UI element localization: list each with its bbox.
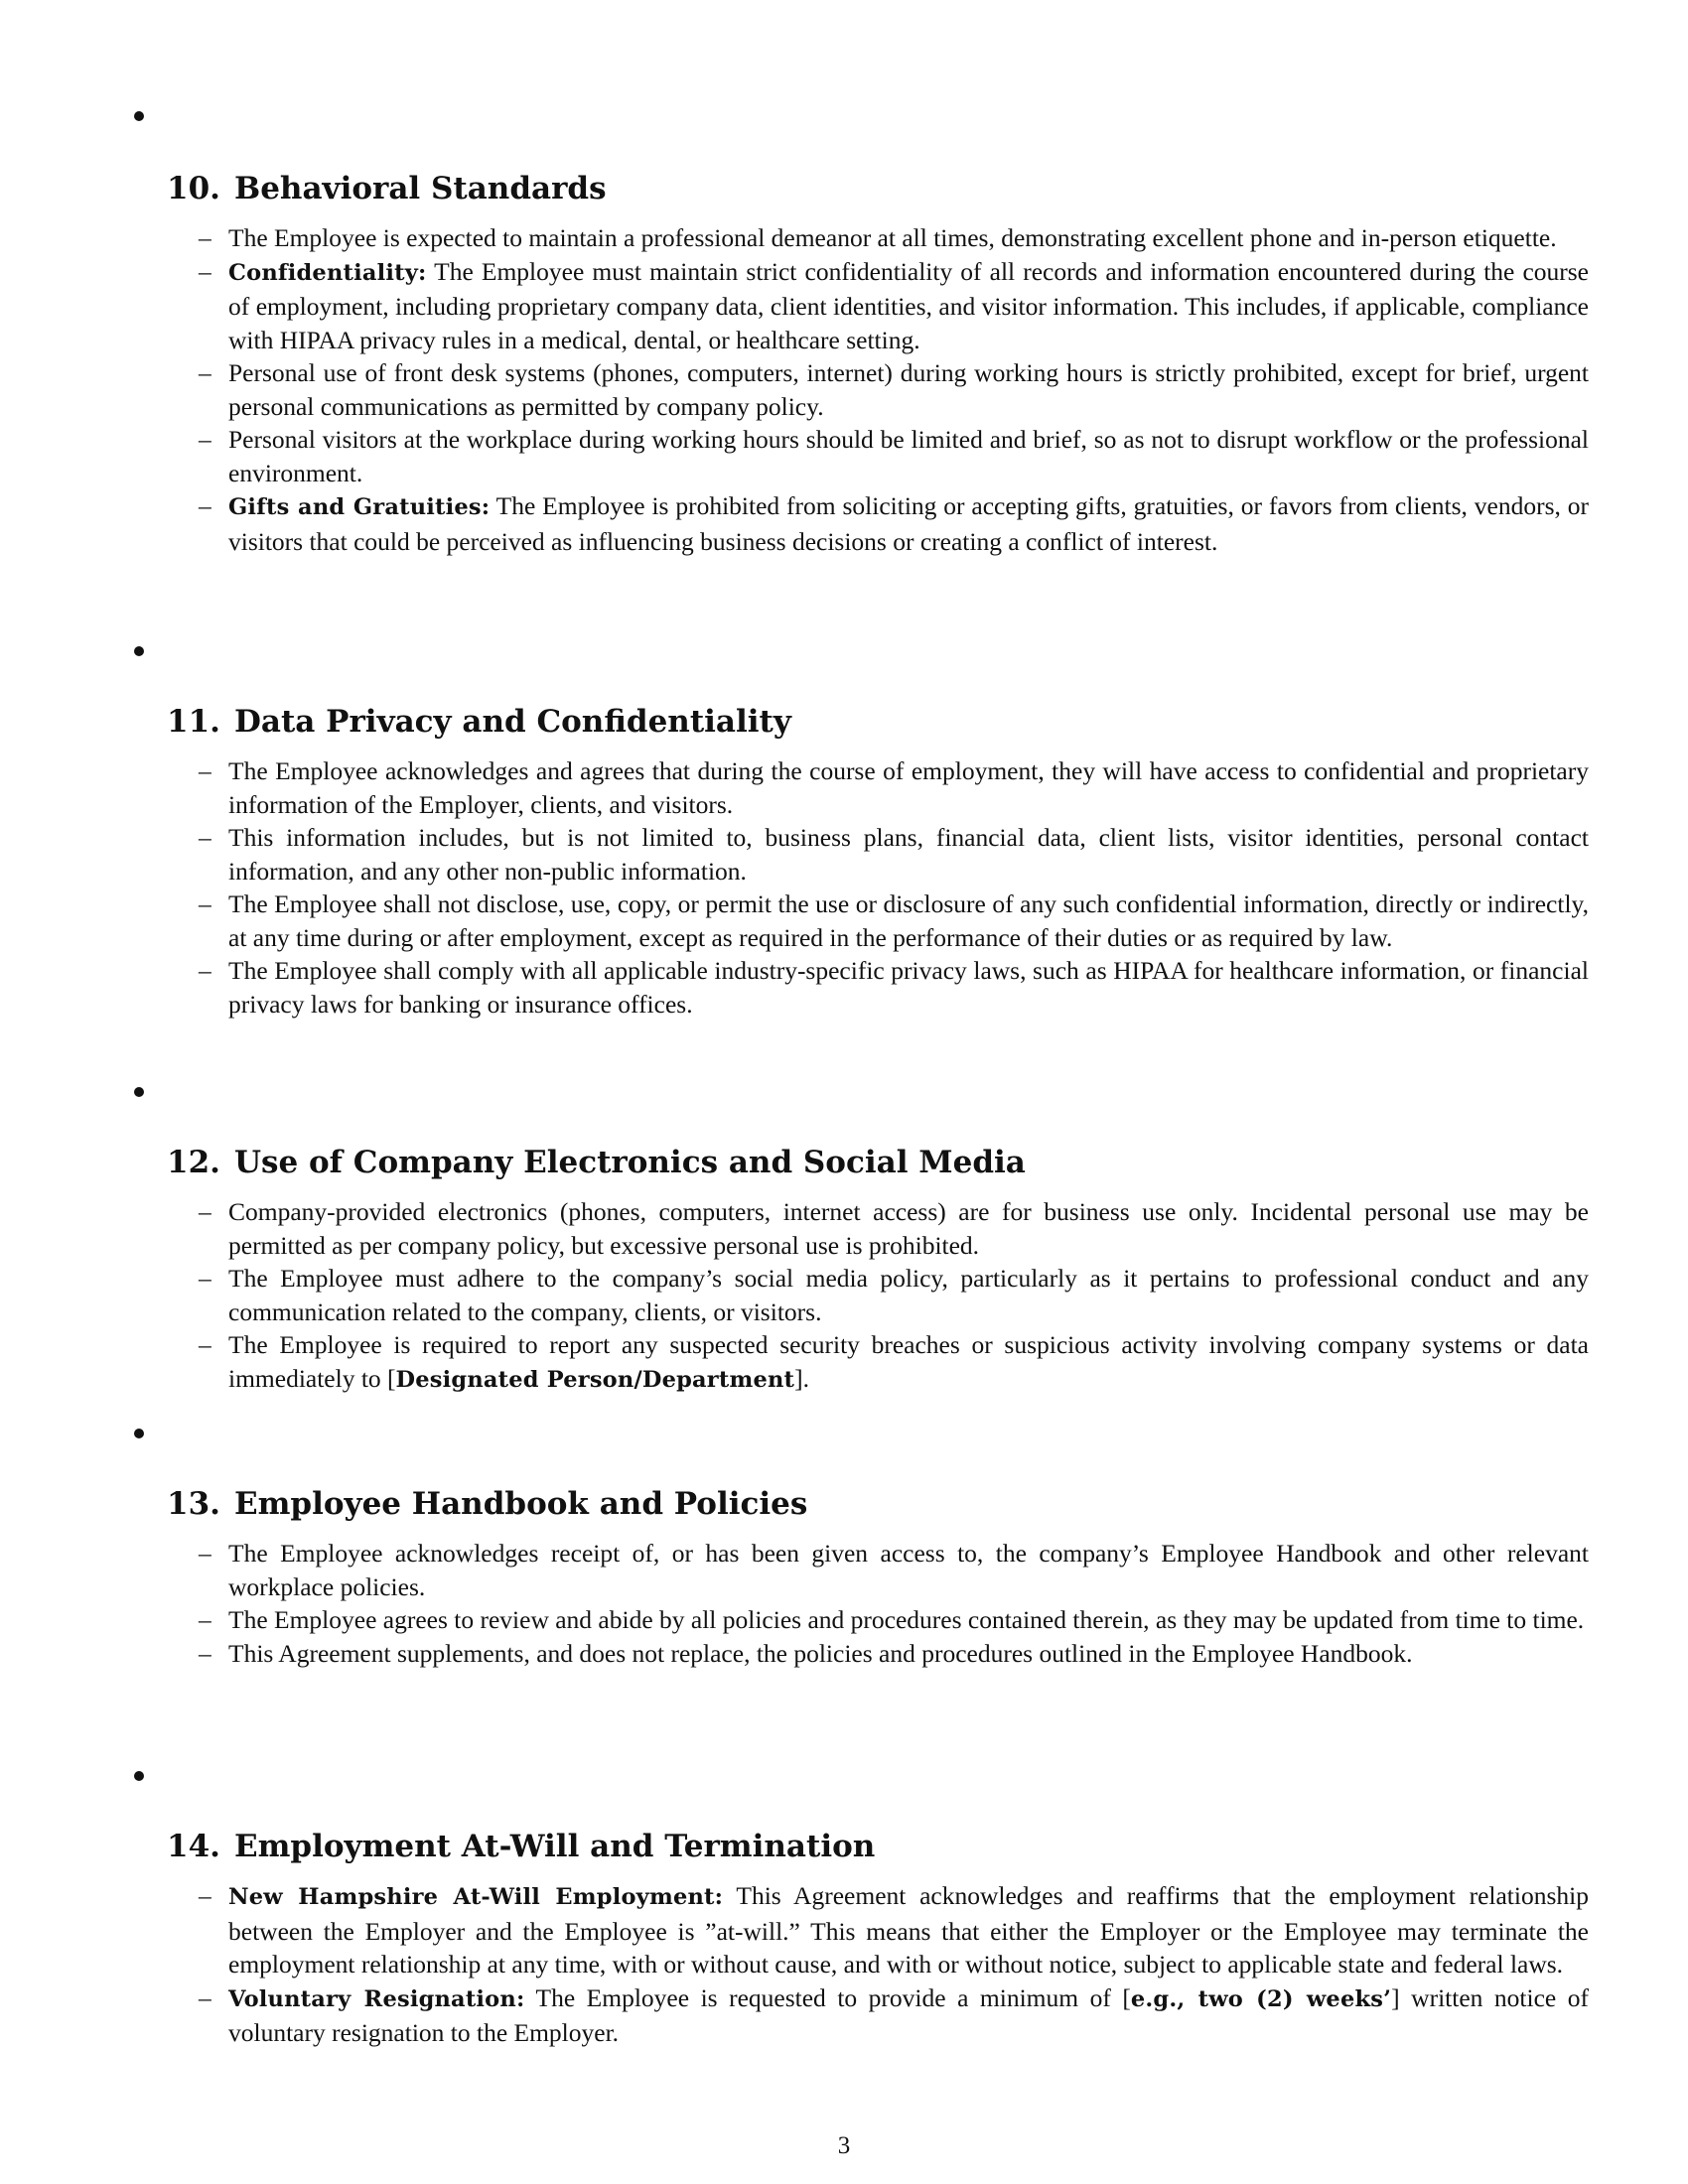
item-text: Personal use of front desk systems (phones, computers, internet) during working hours is strictly prohibited, except for brief, urgent personal communications as permitted by company policy. [228,358,1589,421]
bullet-marker [134,646,144,656]
list-item [199,1637,1589,1671]
dash-marker: – [199,1881,211,1910]
item-text: This information includes, but is not limited to, business plans, financial data, client lists, visitor identities, personal contact information, and any other non-public information. [228,823,1589,886]
list-item [199,489,1589,558]
dash-marker: – [199,425,211,454]
item-text: This Agreement acknowledges and reaffirms that the employment relationship between the Employer and the Employee is ”at-will.” This means that either the Employer or the Employee may terminate the employment relationship at any time, with or without cause, and with or without notice, subject to applicable state and federal laws. [228,1881,1589,1979]
item-bold-label: Voluntary Resignation: [228,1985,525,2012]
dash-marker: – [199,358,211,387]
item-text-after: ] written notice of voluntary resignation to the Employer. [228,1982,1589,2047]
list-item [199,221,1589,255]
item-bold-label: New Hampshire At-Will Employment: [228,1884,724,1910]
section-list [199,1195,1589,1397]
dash-marker: – [199,491,211,520]
item-text: The Employee acknowledges and agrees that during the course of employment, they will have access to confidential and proprietary information of the Employer, clients, and visitors. [228,756,1589,819]
bullet-marker [134,1087,144,1097]
section-title: Use of Company Electronics and Social Media [234,1145,1026,1180]
placeholder-notice-period: e.g., two (2) weeks’ [1130,1985,1392,2012]
list-item [199,821,1589,887]
dash-marker: – [199,1330,211,1359]
item-text: The Employee shall comply with all applicable industry-specific privacy laws, such as HIPAA for healthcare information, or financial privacy laws for banking or insurance offices. [228,956,1589,1019]
list-item [199,954,1589,1021]
list-item [199,423,1589,489]
section-title: Data Privacy and Confidentiality [234,704,791,740]
list-item [199,1195,1589,1262]
list-item [199,1328,1589,1397]
list-item [199,1879,1589,1981]
dash-marker: – [199,1638,211,1668]
dash-marker: – [199,256,211,286]
section-number: 14. [167,1829,220,1864]
list-item [199,1981,1589,2050]
item-text: This Agreement supplements, and does not replace, the policies and procedures outlined in the Employee Handbook. [228,1638,1413,1668]
dash-marker: – [199,956,211,985]
section-heading [167,1143,1026,1182]
section-list [199,1879,1589,2050]
page-number: 3 [837,2132,851,2159]
item-text-after: ]. [794,1363,810,1393]
section-number: 10. [167,171,220,206]
dash-marker: – [199,1982,211,2012]
bullet-marker [134,1771,144,1781]
section-title: Employment At-Will and Termination [234,1829,876,1864]
section-number: 11. [167,704,220,740]
section-heading [167,702,791,742]
list-item [199,1537,1589,1603]
placeholder-designated-person: Designated Person/Department [395,1366,795,1393]
bullet-marker [134,1429,144,1438]
list-item [199,255,1589,357]
bullet-marker [134,111,144,121]
item-text: Company-provided electronics (phones, computers, internet access) are for business use only. Incidental personal use may be permitted as per company policy, but excessive personal use is prohibited. [228,1197,1589,1260]
list-item [199,356,1589,423]
dash-marker: – [199,1264,211,1293]
section-title: Behavioral Standards [234,171,607,206]
dash-marker: – [199,756,211,785]
section-heading [167,1484,807,1524]
item-text: The Employee shall not disclose, use, copy, or permit the use or disclosure of any such confidential information, directly or indirectly, at any time during or after employment, except as required in the performance of their duties or as required by law. [228,889,1589,952]
item-text: The Employee is requested to provide a minimum of [ [524,1982,1131,2012]
section-list [199,754,1589,1021]
item-text: The Employee is prohibited from soliciting or accepting gifts, gratuities, or favors from clients, vendors, or visitors that could be perceived as influencing business decisions or creating a conflict of interest. [228,491,1589,556]
section-list [199,221,1589,558]
section-number: 12. [167,1145,220,1180]
dash-marker: – [199,223,211,252]
dash-marker: – [199,1605,211,1634]
section-list [199,1537,1589,1670]
item-text: The Employee agrees to review and abide by all policies and procedures contained therein, as they may be updated from time to time. [228,1605,1585,1634]
dash-marker: – [199,1539,211,1568]
list-item [199,1603,1589,1637]
item-bold-label: Gifts and Gratuities: [228,494,491,520]
list-item [199,887,1589,954]
list-item [199,754,1589,821]
item-bold-label: Confidentiality: [228,259,427,286]
dash-marker: – [199,1197,211,1226]
item-text: Personal visitors at the workplace during working hours should be limited and brief, so as not to disrupt workflow or the professional environment. [228,425,1589,487]
item-text: The Employee is required to report any suspected security breaches or suspicious activity involving company systems or data immediately to [ [228,1330,1589,1393]
dash-marker: – [199,823,211,852]
item-text: The Employee is expected to maintain a professional demeanor at all times, demonstrating excellent phone and in-person etiquette. [228,223,1557,252]
section-number: 13. [167,1486,220,1522]
section-heading [167,1827,875,1866]
item-text: The Employee must maintain strict confidentiality of all records and information encountered during the course of employment, including proprietary company data, client identities, and visitor information. This includes, if applicable, compliance with HIPAA privacy rules in a medical, dental, or healthcare setting. [228,256,1589,354]
dash-marker: – [199,889,211,918]
section-title: Employee Handbook and Policies [234,1486,808,1522]
section-heading [167,169,607,208]
item-text: The Employee acknowledges receipt of, or has been given access to, the company’s Employee Handbook and other relevant workplace policies. [228,1539,1589,1601]
item-text: The Employee must adhere to the company’s social media policy, particularly as it pertains to professional conduct and any communication related to the company, clients, or visitors. [228,1264,1589,1326]
list-item [199,1262,1589,1328]
